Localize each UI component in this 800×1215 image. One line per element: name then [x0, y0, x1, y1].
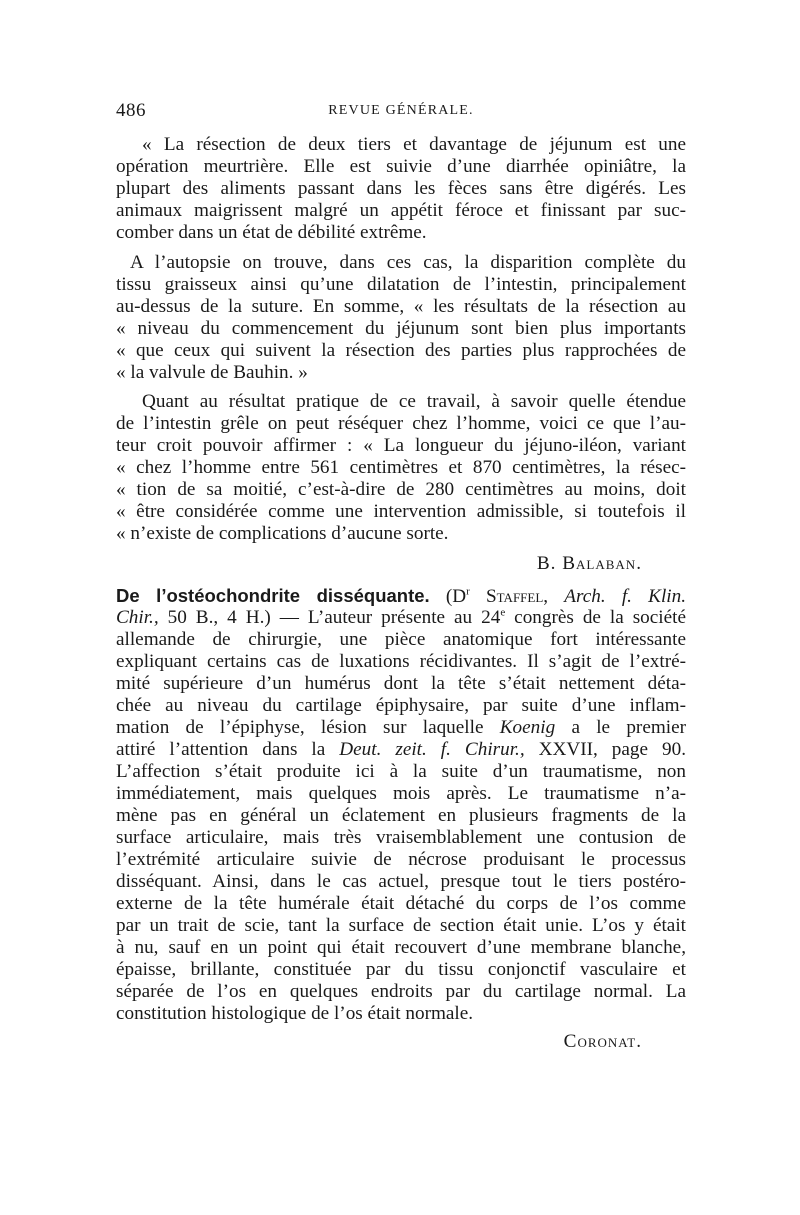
- text-line: constitution histologique de l’os était normale.: [116, 1003, 474, 1024]
- text-line: « que ceux qui suivent la résection des parties plus rapprochées de: [116, 340, 686, 361]
- text-line: A l’autopsie on trouve, dans ces cas, la disparition complète du: [130, 252, 686, 273]
- text-line: comber dans un état de débilité extrême.: [116, 222, 427, 243]
- text-line: séparée de l’os en quelques endroits par du cartilage normal. La: [116, 981, 686, 1002]
- text-line: de l’intestin grêle on peut réséquer chez l’homme, voici ce que l’au-: [116, 413, 686, 434]
- text-line: expliquant certains cas de luxations récidivantes. Il s’agit de l’extré-: [116, 651, 686, 672]
- text-line: immédiatement, mais quelques mois après. Le traumatisme n’a-: [116, 783, 686, 804]
- text-line: mité supérieure d’un humérus dont la tête s’était nettement déta-: [116, 673, 686, 694]
- text-line: « n’existe de complications d’aucune sorte.: [116, 523, 449, 544]
- journal-name: Arch. f. Klin.: [564, 586, 687, 607]
- text-line: Chir., 50 B., 4 H.) — L’auteur présente au 24e congrès de la société: [116, 606, 686, 628]
- text-line: surface articulaire, mais très vraisemblablement une contusion de: [116, 827, 686, 848]
- text-line: tissu graisseux ainsi qu’une dilatation de l’intestin, principalement: [116, 274, 686, 295]
- text-line: allemande de chirurgie, une pièce anatomique fort intéressante: [116, 629, 686, 650]
- text-line: « niveau du commencement du jéjunum sont bien plus importants: [116, 318, 686, 339]
- text-line: attiré l’attention dans la Deut. zeit. f. Chirur., XXVII, page 90.: [116, 739, 686, 760]
- text-line: chée au niveau du cartilage épiphysaire, par suite d’une inflam-: [116, 695, 686, 716]
- text-line: disséquant. Ainsi, dans le cas actuel, presque tout le tiers postéro-: [116, 871, 686, 892]
- page-number: 486: [116, 100, 146, 121]
- text-line: à nu, sauf en un point qui était recouvert d’une membrane blanche,: [116, 937, 686, 958]
- text-line: épaisse, brillante, constituée par du tissu conjonctif vasculaire et: [116, 959, 686, 980]
- text-line: mation de l’épiphyse, lésion sur laquelle Koenig a le premier: [116, 717, 686, 738]
- text-line: « tion de sa moitié, c’est-à-dire de 280 centimètres au moins, doit: [116, 479, 686, 500]
- article-title: De l’ostéochondrite disséquante.: [116, 585, 430, 606]
- text-line: teur croit pouvoir affirmer : « La longueur du jéjuno-iléon, variant: [116, 435, 686, 456]
- text-line: « être considérée comme une intervention admissible, si toutefois il: [116, 501, 686, 522]
- running-head: REVUE GÉNÉRALE.: [328, 103, 474, 118]
- text-line: par un trait de scie, tant la surface de section était unie. L’os y était: [116, 915, 686, 936]
- text-line: Quant au résultat pratique de ce travail, à savoir quelle étendue: [142, 391, 686, 412]
- text-line: au-dessus de la suture. En somme, « les résultats de la résection au: [116, 296, 686, 317]
- text-line: L’affection s’était produite ici à la suite d’un traumatisme, non: [116, 761, 686, 782]
- text-line: animaux maigrissent malgré un appétit féroce et finissant par suc-: [116, 200, 686, 221]
- text-line: externe de la tête humérale était détaché du corps de l’os comme: [116, 893, 686, 914]
- cited-author: Staffel,: [485, 586, 549, 607]
- text-line: « chez l’homme entre 561 centimètres et 870 centimètres, la résec-: [116, 457, 686, 478]
- page-header: [116, 100, 686, 126]
- text-line: « la valvule de Bauhin. »: [116, 362, 308, 383]
- text-line: plupart des aliments passant dans les fèces sans être digérés. Les: [116, 178, 686, 199]
- article-heading-line: De l’ostéochondrite disséquante. ($D^r$ Staffel, Arch. f. Klin.: [116, 585, 687, 607]
- author-signature: Coronat.: [563, 1031, 642, 1052]
- text-line: l’extrémité articulaire suivie de nécrose produisant le processus: [116, 849, 686, 870]
- text-line: « La résection de deux tiers et davantage de jéjunum est une: [142, 134, 686, 155]
- author-signature: B. Balaban.: [536, 553, 642, 574]
- text-line: opération meurtrière. Elle est suivie d’une diarrhée opiniâtre, la: [116, 156, 686, 177]
- text-line: mène pas en général un éclatement en plusieurs fragments de la: [116, 805, 686, 826]
